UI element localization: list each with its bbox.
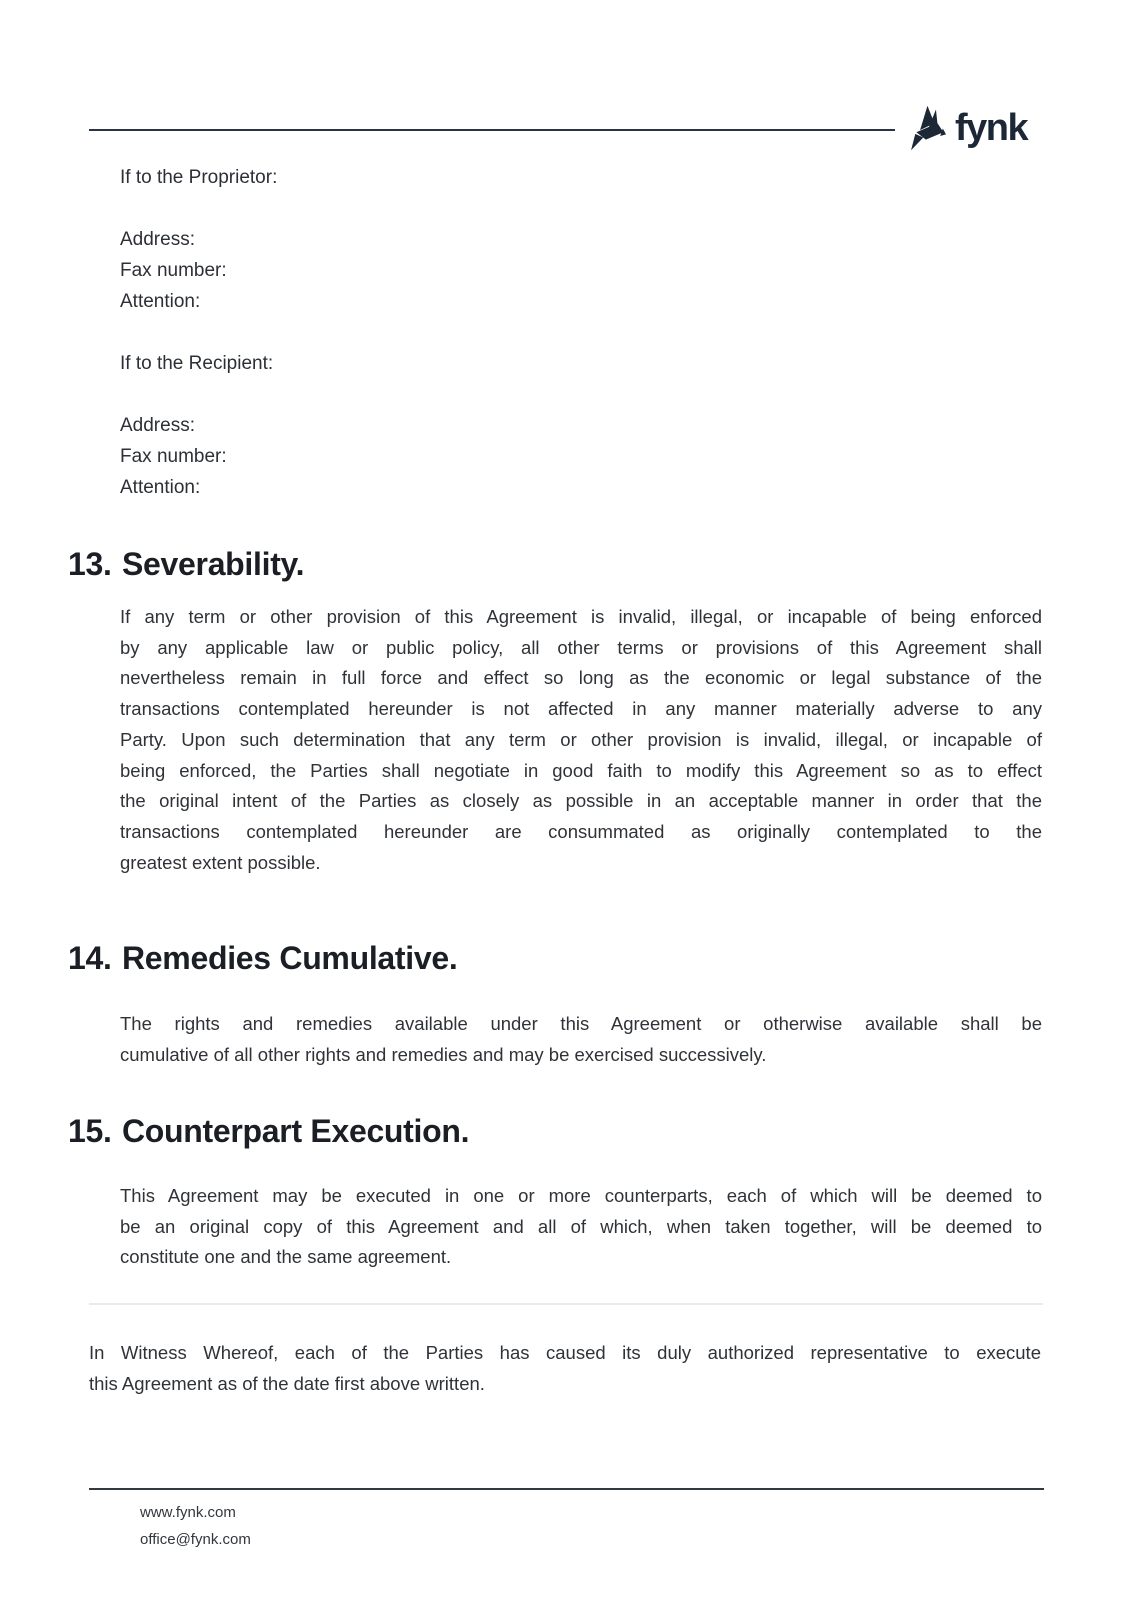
footer-website: www.fynk.com	[140, 1504, 236, 1521]
text-line	[120, 317, 1050, 348]
section-title: Remedies Cumulative.	[122, 940, 458, 976]
text-line: If to the Recipient:	[120, 353, 274, 374]
text-line: transactions contemplated hereunder is not affected in any manner materially adverse to any	[120, 698, 1042, 720]
section-title: Counterpart Execution.	[122, 1113, 470, 1149]
section-heading-remedies-cumulative	[68, 938, 457, 978]
fynk-wordmark: fynk	[955, 107, 1028, 149]
text-line: The rights and remedies available under this Agreement or otherwise available shall be	[120, 1013, 1042, 1034]
text-line: the original intent of the Parties as closely as possible in an acceptable manner in order that the	[120, 790, 1042, 812]
header-rule	[89, 129, 895, 131]
text-line: If any term or other provision of this Agreement is invalid, illegal, or incapable of being enforced	[120, 606, 1042, 627]
text-line: In Witness Whereof, each of the Parties has caused its duly authorized representative to execute	[89, 1342, 1041, 1363]
text-line	[120, 193, 1050, 224]
section-title: Severability.	[122, 546, 305, 582]
text-line: nevertheless remain in full force and effect so long as the economic or legal substance of the	[120, 667, 1042, 689]
text-line: Address:	[120, 415, 195, 436]
text-line: If to the Proprietor:	[120, 167, 278, 188]
section-heading-counterpart-execution	[68, 1111, 469, 1151]
text-line: constitute one and the same agreement.	[120, 1246, 452, 1268]
text-line	[120, 379, 1050, 410]
text-line: this Agreement as of the date first above written.	[89, 1373, 485, 1394]
section-number: 13.	[68, 546, 112, 582]
text-line: by any applicable law or public policy, all other terms or provisions of this Agreement shall	[120, 636, 1042, 658]
text-line: Address:	[120, 229, 195, 250]
text-line: transactions contemplated hereunder are consummated as originally contemplated to the	[120, 820, 1042, 842]
text-line: being enforced, the Parties shall negotiate in good faith to modify this Agreement so as to effect	[120, 759, 1042, 781]
witness-clause	[89, 1337, 1041, 1399]
footer-email: office@fynk.com	[140, 1531, 251, 1548]
text-line: Attention:	[120, 477, 201, 498]
text-line: Party. Upon such determination that any term or other provision is invalid, illegal, or incapable of	[120, 728, 1042, 750]
section-divider	[89, 1303, 1043, 1305]
text-line: cumulative of all other rights and remedies and may be exercised successively.	[120, 1043, 767, 1065]
section-number: 14.	[68, 940, 112, 976]
text-line: Fax number:	[120, 260, 227, 281]
section-paragraph-counterpart-execution	[120, 1181, 1042, 1273]
notice-address-block	[120, 162, 1050, 503]
footer	[140, 1499, 251, 1553]
section-heading-severability	[68, 544, 304, 584]
origami-crane-icon	[910, 105, 946, 151]
text-line: greatest extent possible.	[120, 851, 321, 873]
fynk-logo	[910, 100, 1027, 156]
text-line: Fax number:	[120, 446, 227, 467]
section-number: 15.	[68, 1113, 112, 1149]
text-line: be an original copy of this Agreement and all of which, when taken together, will be deemed to	[120, 1215, 1042, 1237]
text-line: Attention:	[120, 291, 201, 312]
section-paragraph-severability	[120, 602, 1042, 878]
footer-rule	[89, 1488, 1044, 1490]
text-line: This Agreement may be executed in one or more counterparts, each of which will be deemed to	[120, 1185, 1042, 1206]
section-paragraph-remedies-cumulative	[120, 1009, 1042, 1070]
